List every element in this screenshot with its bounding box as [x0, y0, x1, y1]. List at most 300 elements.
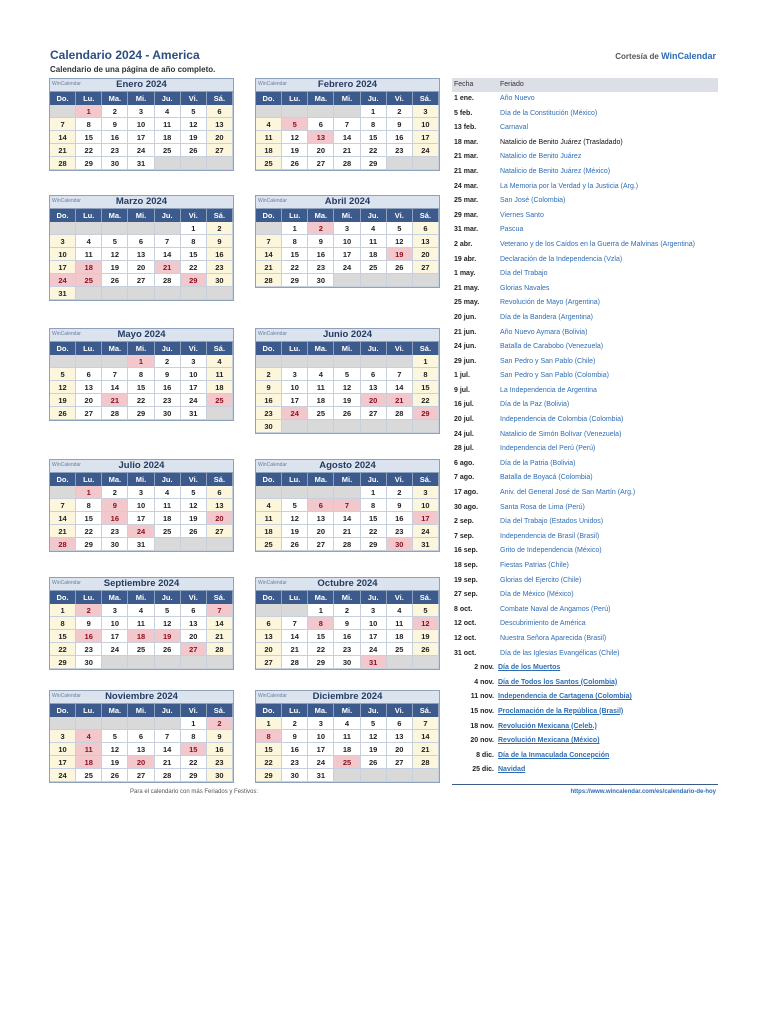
day-cell: 29 [128, 407, 154, 420]
month-grid [256, 209, 439, 287]
day-cell: 12 [102, 248, 128, 261]
day-cell: 2 [282, 717, 308, 730]
day-header: Do. [256, 704, 282, 717]
holiday-row [452, 209, 718, 224]
holiday-name: San Pedro y San Pablo (Colombia) [500, 372, 609, 380]
day-header: Mi. [334, 92, 360, 105]
day-cell: 9 [155, 368, 181, 381]
holiday-date: 1 jul. [454, 372, 470, 380]
holiday-row [452, 311, 718, 326]
empty-cell [282, 355, 308, 368]
holiday-row [452, 734, 718, 749]
day-header: Vi. [387, 92, 413, 105]
holiday-name: Aniv. del General José de San Martín (Arg.) [500, 489, 636, 497]
day-cell: 24 [102, 643, 128, 656]
day-cell: 24 [181, 394, 207, 407]
day-cell: 10 [50, 248, 76, 261]
day-cell: 22 [413, 394, 439, 407]
col-date-header: Fecha [454, 81, 474, 88]
day-cell: 24 [334, 261, 360, 274]
holiday-name[interactable]: Independencia de Cartagena (Colombia) [498, 693, 632, 701]
day-cell: 14 [413, 730, 439, 743]
day-cell: 7 [50, 499, 76, 512]
watermark-label: WinCalendar [52, 580, 81, 586]
day-cell: 12 [282, 512, 308, 525]
day-cell: 10 [413, 118, 439, 131]
day-cell: 27 [128, 769, 154, 782]
page-title: Calendario 2024 - America [50, 48, 200, 62]
holiday-date: 6 ago. [454, 459, 475, 467]
month-title: Agosto 2024 [319, 460, 376, 471]
holiday-name: Combate Naval de Angamos (Perú) [500, 605, 611, 613]
watermark-label: WinCalendar [52, 331, 81, 337]
month-title: Noviembre 2024 [105, 691, 178, 702]
day-header: Lu. [76, 704, 102, 717]
holiday-name[interactable]: Día de los Muertos [498, 664, 561, 672]
day-header: Mi. [128, 473, 154, 486]
holiday-row [452, 457, 718, 472]
holiday-day-cell: 13 [308, 131, 334, 144]
holiday-day-cell: 19 [155, 630, 181, 643]
empty-cell [387, 157, 413, 170]
day-cell: 21 [256, 261, 282, 274]
holiday-name: La Memoria por la Verdad y la Justicia (Arg.) [500, 182, 639, 190]
day-cell: 8 [181, 730, 207, 743]
holiday-day-cell: 1 [76, 105, 102, 118]
holiday-date: 12 oct. [454, 634, 477, 642]
month-grid [256, 704, 439, 782]
day-cell: 27 [387, 756, 413, 769]
day-cell: 19 [334, 394, 360, 407]
day-cell: 18 [334, 743, 360, 756]
day-cell: 1 [50, 604, 76, 617]
month-grid [50, 342, 233, 420]
holiday-row [452, 588, 718, 603]
empty-cell [256, 355, 282, 368]
month-calendar [255, 459, 440, 552]
day-header: Vi. [387, 704, 413, 717]
day-header: Mi. [128, 92, 154, 105]
day-cell: 16 [282, 743, 308, 756]
day-cell: 28 [387, 407, 413, 420]
holiday-name: Año Nuevo Aymara (Bolivia) [500, 328, 588, 336]
empty-cell [361, 355, 387, 368]
day-cell: 4 [256, 118, 282, 131]
empty-cell [50, 717, 76, 730]
day-header: Do. [256, 209, 282, 222]
holiday-name[interactable]: Día de la Inmaculada Concepción [498, 751, 610, 759]
day-cell: 19 [181, 131, 207, 144]
day-cell: 29 [181, 769, 207, 782]
day-cell: 8 [76, 499, 102, 512]
watermark-label: WinCalendar [52, 693, 81, 699]
day-cell: 10 [413, 499, 439, 512]
day-header: Sá. [207, 473, 233, 486]
day-cell: 13 [207, 499, 233, 512]
day-cell: 3 [282, 368, 308, 381]
month-calendar [255, 690, 440, 783]
day-cell: 17 [50, 756, 76, 769]
holiday-date: 7 sep. [454, 532, 474, 540]
day-header: Vi. [181, 92, 207, 105]
holiday-date: 24 jun. [454, 343, 477, 351]
day-header: Ju. [361, 92, 387, 105]
day-cell: 4 [387, 604, 413, 617]
empty-cell [361, 769, 387, 782]
empty-cell [102, 222, 128, 235]
holiday-row [452, 194, 718, 209]
day-cell: 30 [102, 157, 128, 170]
day-cell: 5 [181, 486, 207, 499]
holiday-row [452, 107, 718, 122]
day-cell: 10 [282, 381, 308, 394]
day-cell: 26 [102, 769, 128, 782]
empty-cell [102, 355, 128, 368]
empty-cell [413, 420, 439, 433]
holiday-name: Día del Trabajo [500, 270, 548, 278]
day-cell: 29 [76, 157, 102, 170]
day-cell: 14 [102, 381, 128, 394]
day-header: Vi. [181, 209, 207, 222]
holiday-row [452, 413, 718, 428]
day-cell: 23 [308, 261, 334, 274]
footer-link[interactable]: https://www.wincalendar.com/es/calendario-de-hoy [570, 789, 716, 795]
credit [615, 51, 716, 61]
holiday-date: 29 jun. [454, 357, 477, 365]
month-grid [50, 704, 233, 782]
day-cell: 25 [361, 261, 387, 274]
empty-cell [413, 274, 439, 287]
empty-cell [128, 222, 154, 235]
day-cell: 4 [256, 499, 282, 512]
credit-brand-link[interactable]: WinCalendar [661, 51, 716, 61]
day-cell: 27 [413, 261, 439, 274]
day-cell: 19 [181, 512, 207, 525]
day-cell: 7 [102, 368, 128, 381]
day-header: Vi. [387, 209, 413, 222]
day-header: Do. [50, 473, 76, 486]
day-cell: 30 [76, 656, 102, 669]
day-header: Ju. [155, 591, 181, 604]
month-title: Marzo 2024 [115, 196, 168, 207]
day-cell: 31 [308, 769, 334, 782]
holiday-name: Independencia del Perú (Perú) [500, 445, 596, 453]
day-header: Ma. [102, 473, 128, 486]
holiday-day-cell: 25 [76, 274, 102, 287]
holiday-row [452, 720, 718, 735]
day-cell: 18 [155, 131, 181, 144]
holiday-date: 19 sep. [454, 576, 478, 584]
day-cell: 24 [128, 144, 154, 157]
holiday-name[interactable]: Revolución Mexicana (Celeb.) [498, 722, 597, 730]
day-cell: 4 [155, 486, 181, 499]
day-cell: 17 [282, 394, 308, 407]
holiday-row [452, 544, 718, 559]
day-cell: 13 [128, 743, 154, 756]
day-cell: 28 [50, 157, 76, 170]
day-cell: 7 [256, 235, 282, 248]
day-header: Do. [50, 209, 76, 222]
day-cell: 10 [50, 743, 76, 756]
watermark-label: WinCalendar [52, 198, 81, 204]
month-title: Enero 2024 [116, 79, 167, 90]
day-cell: 24 [361, 643, 387, 656]
empty-cell [50, 486, 76, 499]
month-header [256, 691, 439, 704]
holiday-date: 19 abr. [454, 255, 477, 263]
day-cell: 30 [282, 769, 308, 782]
holiday-date: 30 ago. [454, 503, 479, 511]
holiday-day-cell: 20 [207, 512, 233, 525]
holiday-row [452, 369, 718, 384]
month-calendar [49, 577, 234, 670]
holiday-name: Glorias del Ejercito (Chile) [500, 576, 582, 584]
day-cell: 16 [334, 630, 360, 643]
holiday-day-cell: 1 [76, 486, 102, 499]
day-cell: 6 [128, 730, 154, 743]
day-header: Mi. [334, 473, 360, 486]
day-cell: 20 [128, 261, 154, 274]
day-cell: 29 [361, 157, 387, 170]
day-cell: 28 [155, 274, 181, 287]
day-cell: 13 [181, 617, 207, 630]
day-header: Ju. [155, 704, 181, 717]
holiday-date: 1 ene. [454, 95, 474, 102]
month-header [50, 196, 233, 209]
holiday-date: 24 jul. [454, 430, 474, 438]
day-cell: 28 [102, 407, 128, 420]
day-cell: 2 [155, 355, 181, 368]
day-cell: 30 [155, 407, 181, 420]
day-cell: 5 [155, 604, 181, 617]
day-header: Ju. [361, 342, 387, 355]
month-title: Octubre 2024 [317, 578, 378, 589]
day-cell: 15 [361, 512, 387, 525]
holiday-date: 16 jul. [454, 401, 474, 409]
holiday-name: Independencia de Colombia (Colombia) [500, 416, 624, 424]
holiday-name[interactable]: Navidad [498, 766, 526, 774]
day-header: Mi. [128, 342, 154, 355]
holiday-day-cell: 16 [102, 512, 128, 525]
holiday-date: 18 sep. [454, 562, 478, 569]
empty-cell [50, 222, 76, 235]
holiday-day-cell: 21 [102, 394, 128, 407]
day-header: Vi. [387, 342, 413, 355]
day-cell: 21 [207, 630, 233, 643]
holiday-name[interactable]: Proclamación de la República (Brasil) [498, 707, 624, 715]
month-header [256, 79, 439, 92]
watermark-label: WinCalendar [258, 462, 287, 468]
day-cell: 6 [413, 222, 439, 235]
empty-cell [334, 355, 360, 368]
empty-cell [155, 287, 181, 300]
month-calendar [255, 78, 440, 171]
day-cell: 12 [282, 131, 308, 144]
holiday-name: Año Nuevo [500, 95, 535, 102]
day-header: Ma. [308, 704, 334, 717]
day-cell: 28 [256, 274, 282, 287]
day-cell: 15 [128, 381, 154, 394]
holiday-date: 25 may. [454, 299, 480, 307]
day-cell: 20 [413, 248, 439, 261]
empty-cell [387, 274, 413, 287]
day-cell: 6 [128, 235, 154, 248]
holiday-date: 2 nov. [474, 664, 494, 672]
holiday-row [452, 326, 718, 341]
empty-cell [155, 157, 181, 170]
day-header: Ma. [308, 473, 334, 486]
day-cell: 12 [361, 730, 387, 743]
month-header [50, 460, 233, 473]
empty-cell [256, 486, 282, 499]
empty-cell [76, 355, 102, 368]
day-cell: 26 [334, 407, 360, 420]
day-header: Do. [50, 342, 76, 355]
day-cell: 21 [50, 144, 76, 157]
day-cell: 22 [256, 756, 282, 769]
empty-cell [102, 717, 128, 730]
day-cell: 3 [361, 604, 387, 617]
empty-cell [155, 222, 181, 235]
holiday-day-cell: 30 [387, 538, 413, 551]
empty-cell [155, 656, 181, 669]
day-cell: 8 [181, 235, 207, 248]
day-cell: 27 [76, 407, 102, 420]
day-cell: 24 [308, 756, 334, 769]
day-cell: 25 [155, 144, 181, 157]
holiday-date: 25 mar. [454, 197, 479, 205]
day-cell: 4 [308, 368, 334, 381]
day-header: Mi. [128, 704, 154, 717]
holiday-row [452, 398, 718, 413]
empty-cell [50, 105, 76, 118]
day-header: Ju. [155, 473, 181, 486]
day-header: Vi. [181, 591, 207, 604]
month-header [256, 329, 439, 342]
day-cell: 10 [128, 499, 154, 512]
day-cell: 13 [387, 730, 413, 743]
day-cell: 15 [308, 630, 334, 643]
day-cell: 22 [308, 643, 334, 656]
day-cell: 21 [334, 525, 360, 538]
holiday-row [452, 180, 718, 195]
day-cell: 27 [256, 656, 282, 669]
holiday-date: 2 sep. [454, 518, 474, 526]
day-header: Ma. [102, 92, 128, 105]
footer-divider [452, 784, 718, 785]
empty-cell [50, 355, 76, 368]
holiday-day-cell: 7 [207, 604, 233, 617]
month-grid [50, 92, 233, 170]
empty-cell [361, 274, 387, 287]
holiday-date: 21 mar. [454, 167, 479, 175]
holiday-day-cell: 6 [308, 499, 334, 512]
day-cell: 28 [155, 769, 181, 782]
day-cell: 19 [413, 630, 439, 643]
day-cell: 16 [102, 131, 128, 144]
day-cell: 25 [387, 643, 413, 656]
month-title: Abril 2024 [324, 196, 371, 207]
holiday-row [452, 690, 718, 705]
holiday-row [452, 253, 718, 268]
holiday-day-cell: 8 [256, 730, 282, 743]
day-cell: 5 [413, 604, 439, 617]
day-cell: 26 [155, 643, 181, 656]
day-cell: 22 [76, 525, 102, 538]
day-cell: 17 [181, 381, 207, 394]
day-cell: 6 [361, 368, 387, 381]
day-cell: 8 [361, 499, 387, 512]
day-cell: 31 [181, 407, 207, 420]
day-cell: 20 [256, 643, 282, 656]
day-cell: 16 [207, 248, 233, 261]
day-cell: 17 [413, 131, 439, 144]
empty-cell [282, 420, 308, 433]
empty-cell [387, 656, 413, 669]
day-cell: 11 [76, 248, 102, 261]
month-title: Mayo 2024 [117, 329, 166, 340]
day-cell: 14 [155, 248, 181, 261]
day-cell: 27 [308, 538, 334, 551]
holiday-date: 31 mar. [454, 226, 479, 234]
holiday-day-cell: 17 [413, 512, 439, 525]
day-cell: 10 [334, 235, 360, 248]
holiday-date: 24 mar. [454, 182, 479, 190]
day-header: Ma. [102, 209, 128, 222]
month-calendar [255, 195, 440, 288]
holiday-date: 2 abr. [454, 240, 473, 248]
day-cell: 9 [102, 118, 128, 131]
day-cell: 9 [256, 381, 282, 394]
day-cell: 14 [282, 630, 308, 643]
holiday-name[interactable]: Revolución Mexicana (México) [498, 737, 600, 745]
empty-cell [155, 717, 181, 730]
day-cell: 20 [181, 630, 207, 643]
day-cell: 30 [308, 274, 334, 287]
holiday-name[interactable]: Día de Todos los Santos (Colombia) [498, 678, 618, 686]
day-cell: 18 [207, 381, 233, 394]
empty-cell [76, 717, 102, 730]
empty-cell [334, 420, 360, 433]
day-cell: 19 [361, 743, 387, 756]
day-header: Do. [256, 591, 282, 604]
day-cell: 30 [207, 769, 233, 782]
empty-cell [413, 656, 439, 669]
day-header: Sá. [413, 473, 439, 486]
holiday-day-cell: 19 [387, 248, 413, 261]
holiday-name: Revolución de Mayo (Argentina) [500, 299, 600, 307]
day-cell: 14 [334, 512, 360, 525]
day-cell: 4 [155, 105, 181, 118]
day-header: Lu. [76, 342, 102, 355]
holiday-day-cell: 31 [361, 656, 387, 669]
day-cell: 31 [413, 538, 439, 551]
day-cell: 25 [155, 525, 181, 538]
day-cell: 11 [155, 118, 181, 131]
holiday-row [452, 676, 718, 691]
day-cell: 14 [207, 617, 233, 630]
day-cell: 27 [207, 144, 233, 157]
holiday-name: Independencia de Brasil (Brasil) [500, 532, 600, 540]
holiday-row [452, 486, 718, 501]
month-grid [256, 473, 439, 551]
holiday-row [452, 384, 718, 399]
holiday-date: 11 nov. [470, 693, 494, 701]
day-cell: 5 [282, 499, 308, 512]
day-cell: 22 [181, 261, 207, 274]
day-cell: 19 [282, 144, 308, 157]
day-cell: 5 [181, 105, 207, 118]
